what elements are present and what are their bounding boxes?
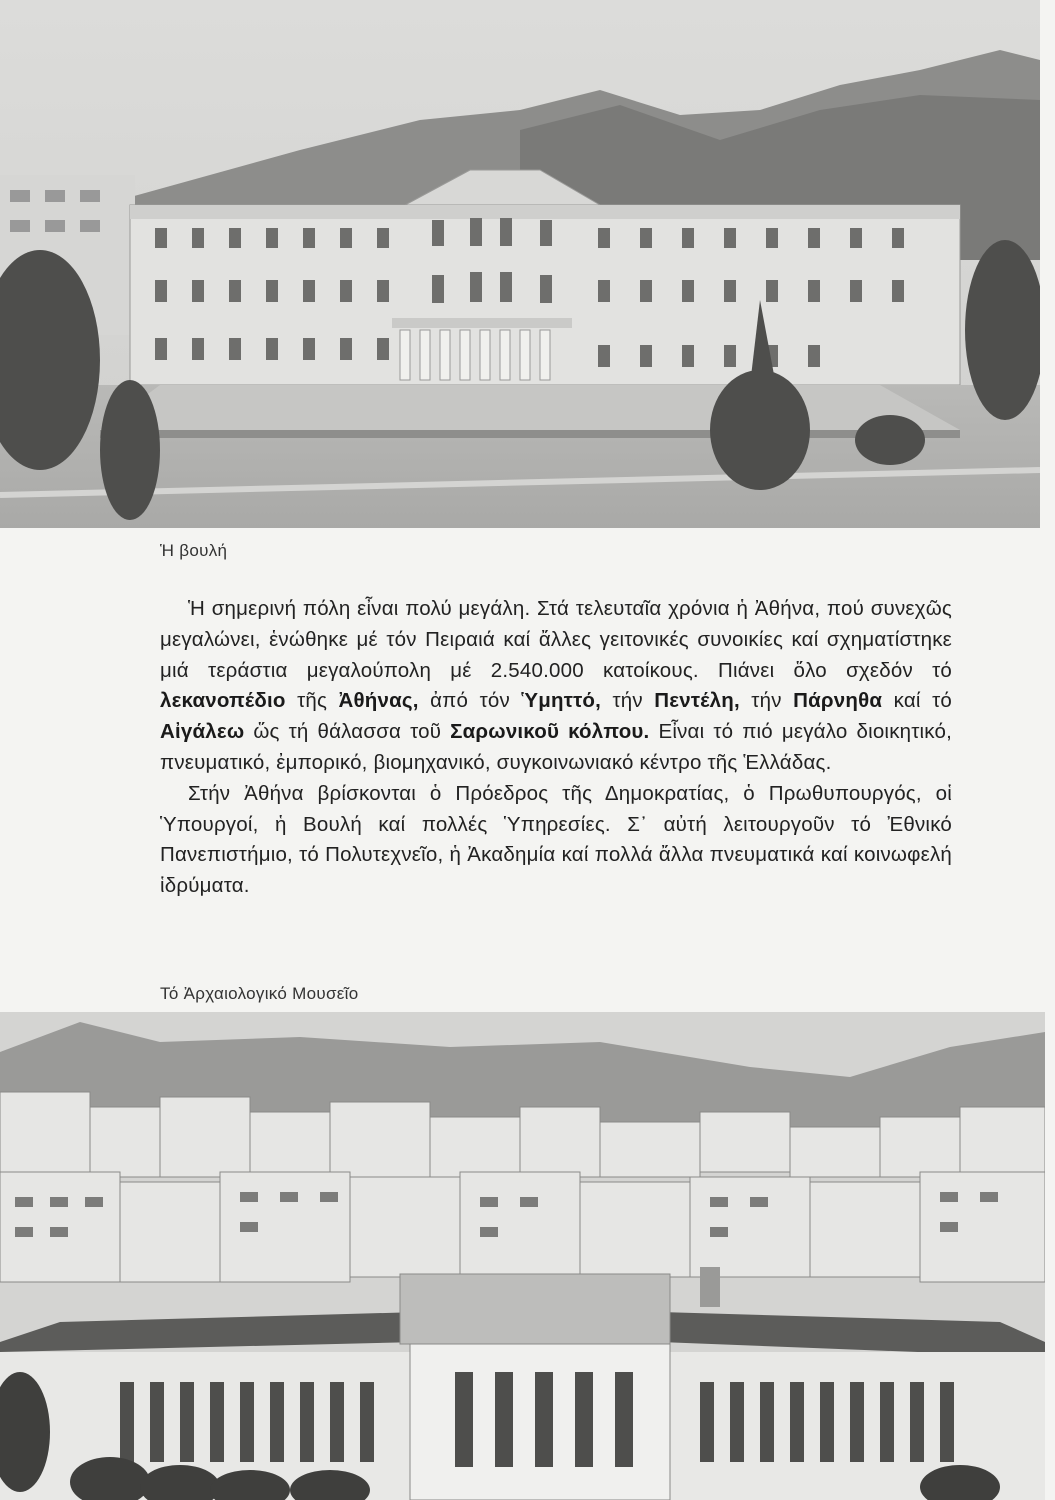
parliament-illustration <box>0 0 1040 528</box>
term-parnitha: Πάρνηθα <box>793 689 883 713</box>
caption-parliament: Ἡ βουλή <box>160 541 228 560</box>
term-saronic-gulf: Σαρωνικοῦ κόλπου. <box>450 720 650 744</box>
caption-museum: Τό Ἀρχαιολογικό Μουσεῖο <box>160 984 359 1003</box>
term-penteli: Πεντέλη, <box>654 689 740 713</box>
paragraph-1: Ἡ σημερινή πόλη εἶναι πολύ μεγάλη. Στά τελευταῖα χρόνια ἡ Ἀθήνα, πού συνεχῶς μεγαλώνει, ἑνώθηκε μέ τόν Πειραιά καί ἄλλες γειτονικές συνοικίες καί σχηματίστηκε μιά τεράστια μεγαλούπολη μέ 2.540.000 κατοίκους. Πιάνει ὅλο σχεδόν τό λεκανοπέδιο τῆς Ἀθήνας, ἀπό τόν Ὑμηττό, τήν Πεντέλη, τήν Πάρνηθα καί τό Αἰγάλεω ὥς τή θάλασσα τοῦ Σαρωνικοῦ κόλπου. Εἶναι τό πιό μεγάλο διοικητικό, πνευματικό, ἐμπορικό, βιομηχανικό, συγκοινωνιακό κέντρο τῆς Ἑλλάδας. <box>160 597 953 774</box>
body-text <box>160 594 952 902</box>
paragraph-2: Στήν Ἀθήνα βρίσκονται ὁ Πρόεδρος τῆς Δημοκρατίας, ὁ Πρωθυπουργός, οἱ Ὑπουργοί, ἡ Βουλή καί πολλές Ὑπηρεσίες. Σ᾽ αὐτή λειτουργοῦν τό Ἐθνικό Πανεπιστήμιο, τό Πολυτεχνεῖο, ἡ Ἀκαδημία καί πολλά ἄλλα πνευματικά καί κοινωφελή ἱδρύματα. <box>160 781 952 898</box>
term-hymettus: Ὑμηττό, <box>521 689 602 713</box>
museum-photo <box>0 1012 1045 1500</box>
term-aigaleo: Αἰγάλεω <box>160 720 245 744</box>
term-athens: Ἀθήνας, <box>338 689 419 713</box>
term-basin: λεκανοπέδιο <box>160 689 286 713</box>
museum-illustration <box>0 1012 1045 1500</box>
parliament-photo <box>0 0 1040 528</box>
